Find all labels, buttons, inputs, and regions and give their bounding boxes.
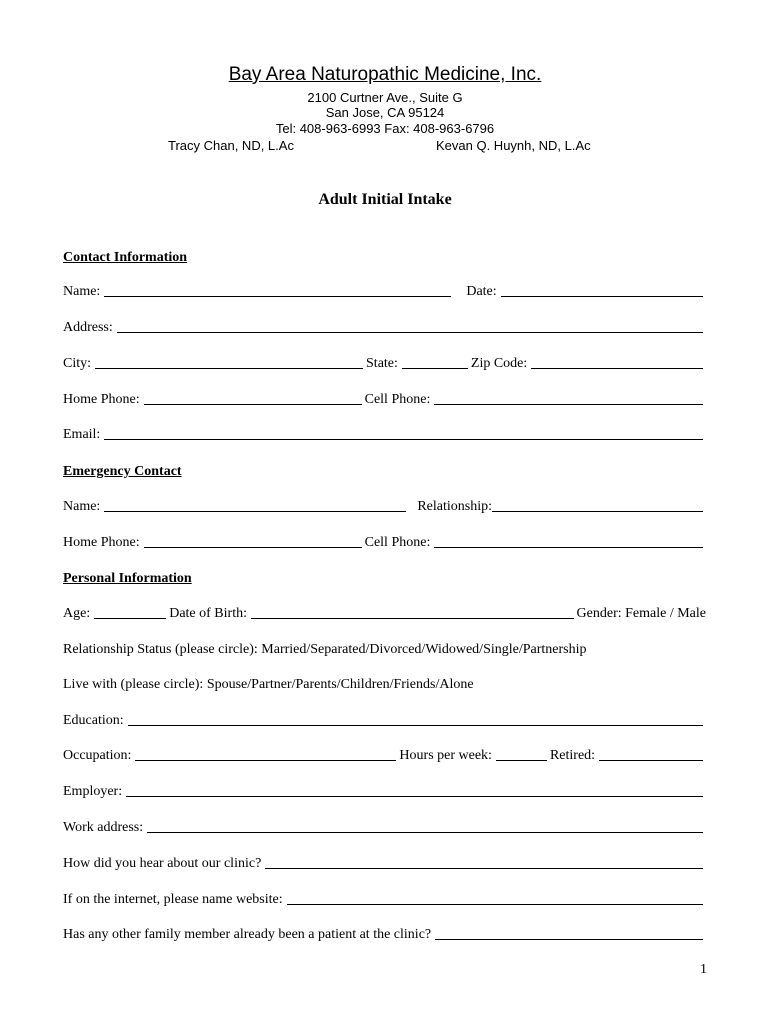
hours-per-week-field[interactable] xyxy=(496,760,547,761)
live-with-text[interactable]: Live with (please circle): Spouse/Partner/Parents/Children/Friends/Alone xyxy=(63,677,474,692)
address-label: Address: xyxy=(63,320,113,335)
occupation-field[interactable] xyxy=(135,760,396,761)
work-address-field[interactable] xyxy=(147,832,703,833)
age-label: Age: xyxy=(63,606,91,621)
section-personal-heading: Personal Information xyxy=(63,571,192,586)
hours-per-week-label: Hours per week: xyxy=(399,748,492,763)
emergency-cell-phone-label: Cell Phone: xyxy=(364,535,431,550)
doctor-right: Kevan Q. Huynh, ND, L.Ac xyxy=(436,138,591,153)
relationship-field[interactable] xyxy=(492,511,703,512)
education-label: Education: xyxy=(63,713,124,728)
email-field[interactable] xyxy=(104,439,703,440)
home-phone-field[interactable] xyxy=(144,404,362,405)
zip-field[interactable] xyxy=(531,368,703,369)
education-row xyxy=(63,713,706,729)
email-label: Email: xyxy=(63,427,101,442)
contact-city-row xyxy=(63,356,706,372)
internet-row xyxy=(63,892,706,908)
hear-about-label: How did you hear about our clinic? xyxy=(63,856,262,871)
dob-label: Date of Birth: xyxy=(169,606,247,621)
work-address-label: Work address: xyxy=(63,820,144,835)
section-contact-heading: Contact Information xyxy=(63,250,188,265)
name-label: Name: xyxy=(63,284,101,299)
emergency-name-label: Name: xyxy=(63,499,101,514)
gender-option[interactable]: Gender: Female / Male xyxy=(576,606,706,621)
home-phone-label: Home Phone: xyxy=(63,392,140,407)
family-patient-row xyxy=(63,927,706,943)
clinic-name: Bay Area Naturopathic Medicine, Inc. xyxy=(228,64,542,85)
state-field[interactable] xyxy=(402,368,468,369)
employer-label: Employer: xyxy=(63,784,123,799)
city-label: City: xyxy=(63,356,92,371)
emergency-home-phone-field[interactable] xyxy=(144,547,362,548)
date-label: Date: xyxy=(466,284,497,299)
age-field[interactable] xyxy=(94,618,166,619)
dob-field[interactable] xyxy=(251,618,574,619)
state-label: State: xyxy=(366,356,398,371)
form-title: Adult Initial Intake xyxy=(318,191,452,208)
contact-name-row xyxy=(63,284,706,300)
section-emergency-heading: Emergency Contact xyxy=(63,464,182,479)
occupation-label: Occupation: xyxy=(63,748,132,763)
address-line-1: 2100 Curtner Ave., Suite G xyxy=(307,90,463,105)
emergency-home-phone-label: Home Phone: xyxy=(63,535,140,550)
family-patient-label: Has any other family member already been a patient at the clinic? xyxy=(63,927,432,942)
phone-fax: Tel: 408-963-6993 Fax: 408-963-6796 xyxy=(275,121,495,136)
doctor-left: Tracy Chan, ND, L.Ac xyxy=(168,138,294,153)
live-with-row xyxy=(63,677,706,693)
city-field[interactable] xyxy=(95,368,363,369)
personal-age-row xyxy=(63,606,706,622)
education-field[interactable] xyxy=(128,725,703,726)
contact-email-row xyxy=(63,427,706,443)
emergency-name-row xyxy=(63,499,706,515)
date-field[interactable] xyxy=(501,296,703,297)
family-patient-field[interactable] xyxy=(435,939,703,940)
cell-phone-field[interactable] xyxy=(434,404,703,405)
hear-about-field[interactable] xyxy=(265,868,703,869)
employer-field[interactable] xyxy=(126,796,703,797)
emergency-cell-phone-field[interactable] xyxy=(434,547,703,548)
emergency-name-field[interactable] xyxy=(104,511,406,512)
internet-label: If on the internet, please name website: xyxy=(63,892,283,907)
work-address-row xyxy=(63,820,706,836)
address-line-2: San Jose, CA 95124 xyxy=(325,105,445,120)
hear-about-row xyxy=(63,856,706,872)
relationship-status-row xyxy=(63,642,706,658)
emergency-phone-row xyxy=(63,535,706,551)
contact-phone-row xyxy=(63,392,706,408)
occupation-row xyxy=(63,748,706,764)
zip-label: Zip Code: xyxy=(470,356,528,371)
name-field[interactable] xyxy=(104,296,451,297)
contact-address-row xyxy=(63,320,706,336)
relationship-label: Relationship: xyxy=(417,499,492,514)
internet-field[interactable] xyxy=(287,904,703,905)
retired-field[interactable] xyxy=(599,760,703,761)
cell-phone-label: Cell Phone: xyxy=(364,392,431,407)
relationship-status-text[interactable]: Relationship Status (please circle): Married/Separated/Divorced/Widowed/Single/Partnership xyxy=(63,642,587,657)
page-number: 1 xyxy=(700,962,707,977)
retired-label: Retired: xyxy=(549,748,596,763)
employer-row xyxy=(63,784,706,800)
address-field[interactable] xyxy=(117,332,703,333)
